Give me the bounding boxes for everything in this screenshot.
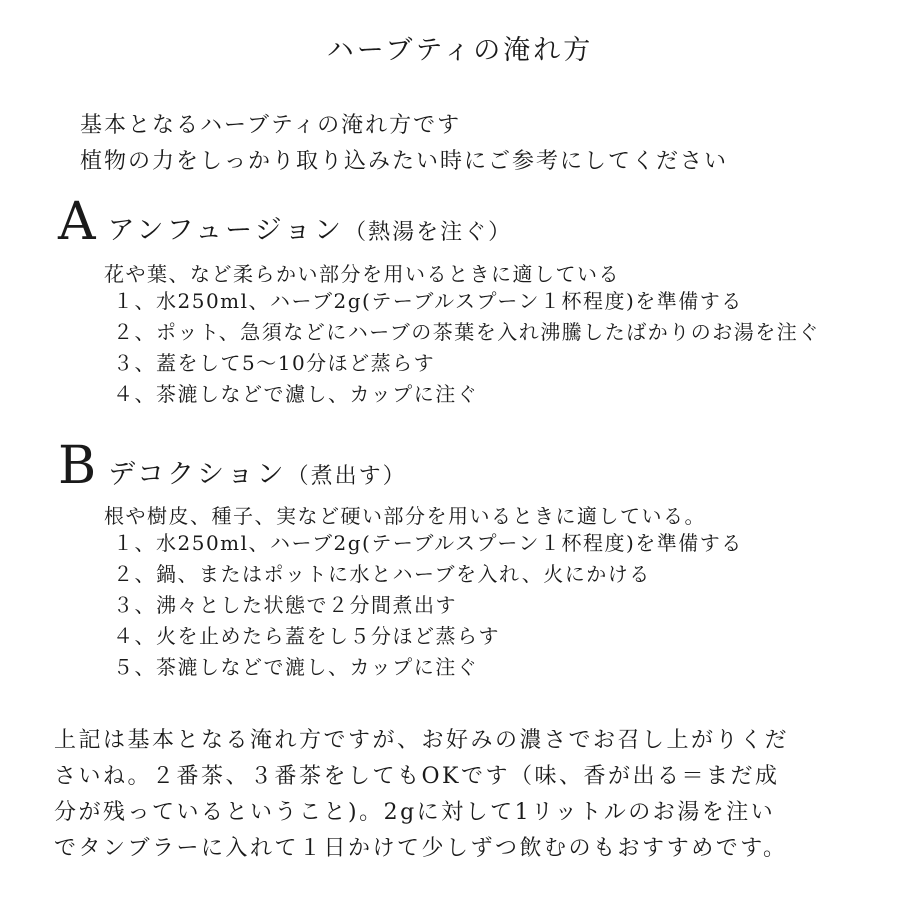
section-a-steps	[113, 286, 820, 410]
closing-note	[54, 723, 789, 867]
section-a-heading	[58, 192, 513, 252]
step-item: ２、鍋、またはポットに水とハーブを入れ、火にかける	[113, 562, 651, 586]
section-b-description: 根や樹皮、種子、実など硬い部分を用いるときに適している。	[104, 504, 706, 528]
intro-line: 基本となるハーブティの淹れ方です	[80, 113, 462, 138]
step-item: ４、火を止めたら蓋をし５分ほど蒸らす	[113, 624, 500, 648]
step-item: ２、ポット、急須などにハーブの茶葉を入れ沸騰したばかりのお湯を注ぐ	[113, 320, 820, 344]
section-b-heading	[58, 436, 407, 496]
step-item: １、水250ml、ハーブ2g(テーブルスプーン１杯程度)を準備する	[113, 289, 743, 313]
intro-line: 植物の力をしっかり取り込みたい時にご参考にしてください	[80, 149, 729, 174]
step-item: ４、茶漉しなどで濾し、カップに注ぐ	[113, 382, 479, 406]
step-item: １、水250ml、ハーブ2g(テーブルスプーン１杯程度)を準備する	[113, 531, 743, 555]
section-b-title: デコクション	[108, 459, 287, 490]
section-b-letter: B	[58, 436, 97, 496]
section-a-description: 花や葉、など柔らかい部分を用いるときに適している	[104, 262, 620, 286]
section-a-letter: A	[58, 192, 96, 252]
step-item: ３、蓋をして5～10分ほど蒸らす	[113, 351, 436, 375]
step-item: ５、茶漉しなどで漉し、カップに注ぐ	[113, 655, 479, 679]
section-b-steps	[113, 528, 743, 683]
closing-line: 分が残っているということ)。2gに対して1リットルのお湯を注い	[54, 800, 776, 825]
section-a-subtitle: （熱湯を注ぐ）	[344, 220, 513, 245]
step-item: ３、沸々とした状態で２分間煮出す	[113, 593, 457, 617]
section-a-title: アンフュージョン	[107, 215, 345, 246]
intro-text	[80, 108, 728, 180]
closing-line: でタンブラーに入れて１日かけて少しずつ飲むのもおすすめです。	[54, 836, 788, 861]
section-b-subtitle: （煮出す）	[286, 464, 407, 489]
closing-line: さいね。２番茶、３番茶をしてもOKです（味、香が出る＝まだ成	[54, 764, 780, 789]
closing-line: 上記は基本となる淹れ方ですが、お好みの濃さでお召し上がりくだ	[54, 728, 790, 753]
page-title: ハーブティの淹れ方	[326, 35, 594, 66]
